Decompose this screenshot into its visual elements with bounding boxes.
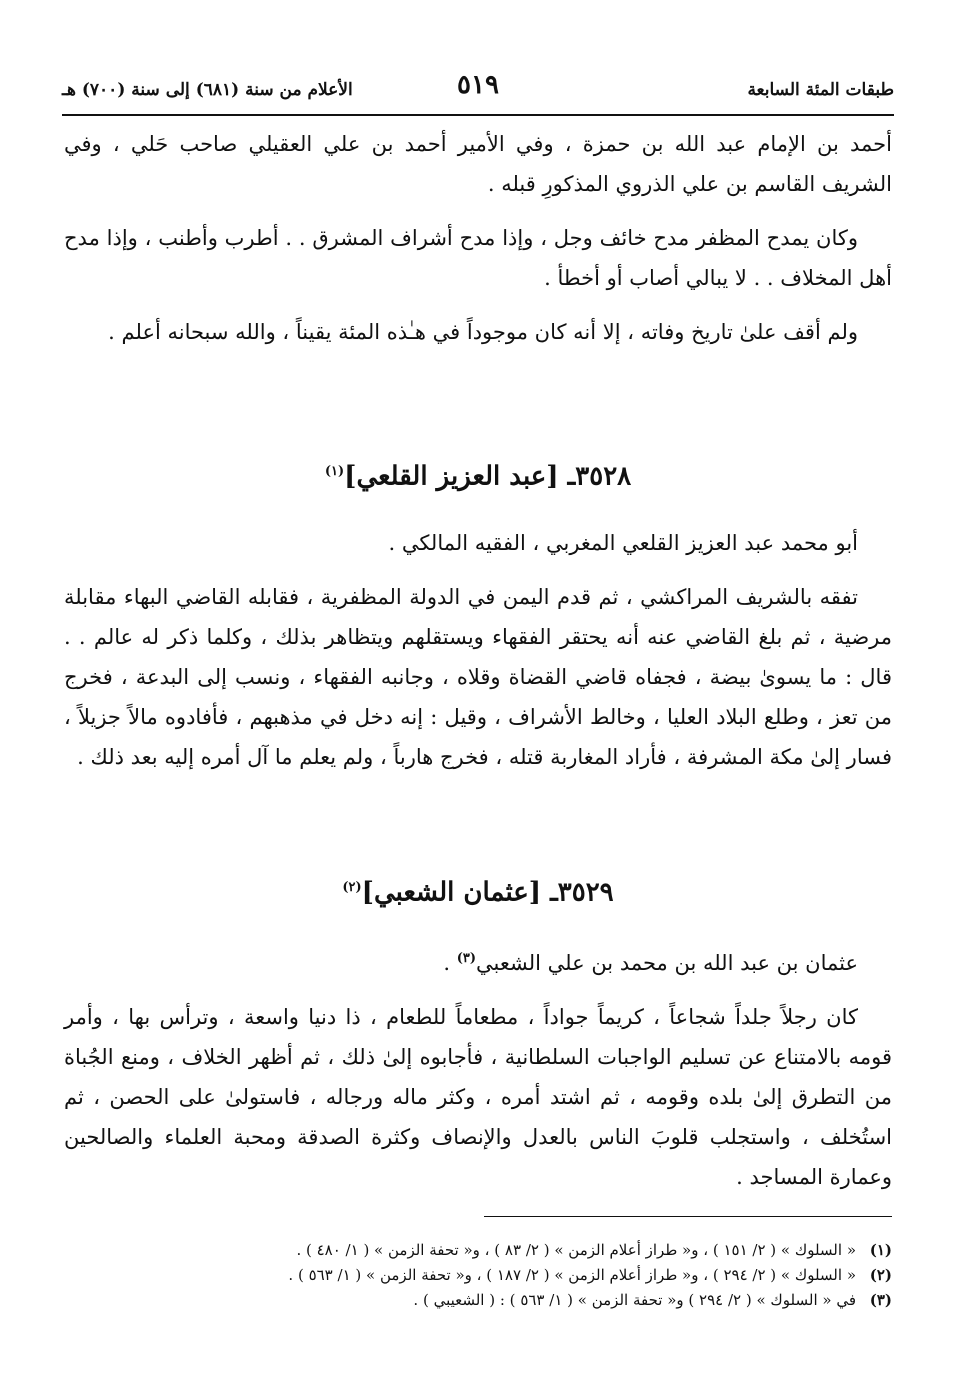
footnote-text: في « السلوك » ( ٢/ ٢٩٤ ) و« تحفة الزمن » ( ١/ ٥٦٣ ) : ( الشعيبي ) . bbox=[413, 1291, 856, 1309]
entry-title-text: ٣٥٢٨ـ [عبد العزيز القلعي] bbox=[344, 461, 632, 492]
running-header-title: طبقات المئة السابعة bbox=[747, 80, 894, 100]
footnote-ref: (٣) bbox=[456, 950, 477, 966]
entry-title bbox=[64, 452, 892, 497]
entry-name-end: . bbox=[443, 950, 457, 975]
paragraph-continuation: أحمد بن الإمام عبد الله بن حمزة ، وفي الأمير أحمد بن علي العقيلي صاحب حَلي ، وفي الشريف القاسم بن علي الذروي المذكورِ قبله . bbox=[64, 132, 892, 196]
entry-title-text: ٣٥٢٩ـ [عثمان الشعبي] bbox=[361, 877, 614, 908]
page-number: ٥١٩ bbox=[457, 70, 499, 100]
footnote-number: (١) bbox=[869, 1241, 892, 1259]
footnotes bbox=[64, 1238, 892, 1313]
footnote-item bbox=[64, 1238, 892, 1263]
entry-name-line bbox=[64, 939, 892, 983]
footnote-text: « السلوك » ( ٢/ ١٥١ ) ، و« طراز أعلام الزمن » ( ٢/ ٨٣ ) ، و« تحفة الزمن » ( ١/ ٤٨٠ ) . bbox=[296, 1241, 856, 1259]
entry-3528 bbox=[64, 452, 892, 777]
footnote-item bbox=[64, 1288, 892, 1313]
footnote-text: « السلوك » ( ٢/ ٢٩٤ ) ، و« طراز أعلام الزمن » ( ٢/ ١٨٧ ) ، و« تحفة الزمن » ( ١/ ٥٦٣ ) . bbox=[288, 1266, 856, 1284]
entry-title bbox=[64, 868, 892, 913]
running-header bbox=[62, 70, 894, 114]
paragraph-death-date: ولم أقف علىٰ تاريخ وفاته ، إلا أنه كان موجوداً في هـٰذه المئة يقيناً ، والله سبحانه أعلم . bbox=[108, 320, 858, 344]
footnote-item bbox=[64, 1263, 892, 1288]
footnote-ref: (١) bbox=[324, 464, 345, 479]
header-divider bbox=[62, 114, 894, 116]
footnote-ref: (٢) bbox=[342, 880, 362, 895]
running-header-range: الأعلام من سنة (٦٨١) إلى سنة (٧٠٠) هـ bbox=[62, 80, 353, 100]
entry-biography: كان رجلاً جلداً شجاعاً ، كريماً جواداً ، مطعاماً للطعام ، ذا دنيا واسعة ، وترأس بها ، وأمر قومه بالامتناع عن تسليم الواجبات السلطانية ، فأجابوه إلىٰ ذلك ، ثم أظهر الخلاف ، ومنع الجُباة من التطرق إلىٰ بلده وقومه ، ثم اشتد أمره ، وكثر ماله ورجاله ، فاستولىٰ على الحصن ، ثم استُخلف ، واستجلب قلوبَ الناس بالعدل والإنصاف وكثرة الصدقة ومحبة العلماء والصالحين وعمارة المساجد . bbox=[64, 1004, 892, 1189]
entry-name-line: أبو محمد عبد العزيز القلعي المغربي ، الفقيه المالكي . bbox=[388, 530, 858, 555]
footnote-number: (٢) bbox=[869, 1266, 892, 1284]
paragraph-praise: وكان يمدح المظفر مدح خائف وجل ، وإذا مدح أشراف المشرق . . أطرب وأطنب ، وإذا مدح أهل المخلاف . . لا يبالي أصاب أو أخطأ . bbox=[64, 226, 892, 290]
entry-name-text: عثمان بن عبد الله بن محمد بن علي الشعبي bbox=[476, 950, 858, 975]
entry-3529 bbox=[64, 868, 892, 1197]
entry-biography: تفقه بالشريف المراكشي ، ثم قدم اليمن في الدولة المظفرية ، فقابله القاضي البهاء مقابلة مرضية ، ثم بلغ القاضي عنه أنه يحتقر الفقهاء ويستقلهم ويتظاهر بذلك ، وكلما ذكر له عالم . . قال : ما يسوىٰ بيضة ، فجفاه قاضي القضاة وقلاه ، وجانبه الفقهاء ، ونسب إلى البدعة ، فخرج من تعز ، وطلع البلاد العليا ، وخالط الأشراف ، وقيل : إنه دخل في مذهبهم ، فأفادوه مالاً جزيلاً ، فسار إلىٰ مكة المشرفة ، فأراد المغاربة قتله ، فخرج هارباً ، ولم يعلم ما آل أمره إليه بعد ذلك . bbox=[64, 584, 892, 769]
footnote-number: (٣) bbox=[869, 1291, 892, 1309]
main-text bbox=[64, 124, 892, 352]
footnote-divider bbox=[484, 1216, 892, 1217]
